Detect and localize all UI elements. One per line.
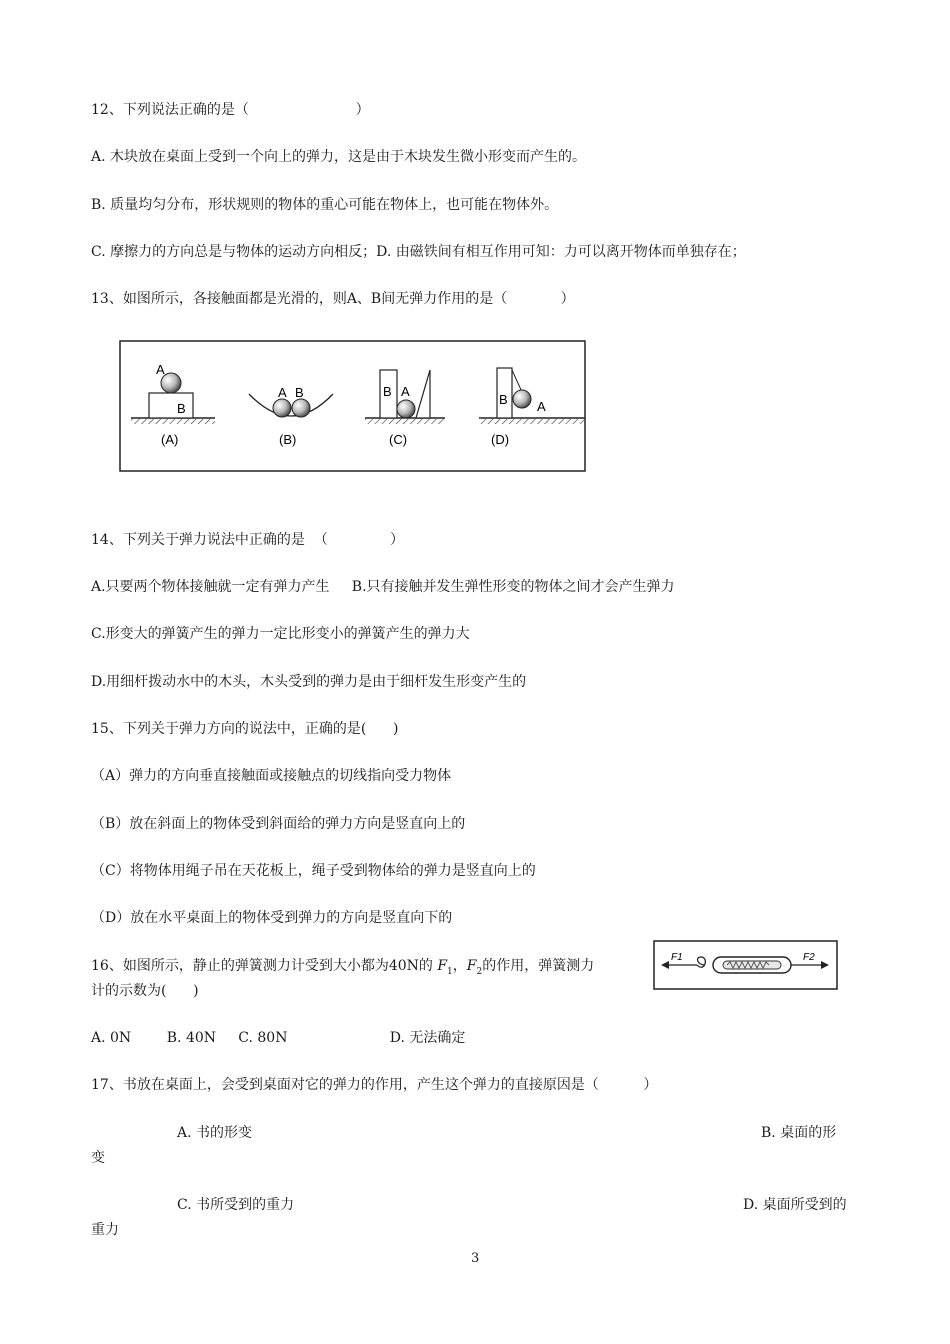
string <box>512 370 522 392</box>
q12-stem: 12、下列说法正确的是（ ） <box>91 102 370 118</box>
panel-a <box>131 362 215 447</box>
caption-d: (D) <box>491 432 510 447</box>
q13-figure <box>119 340 586 472</box>
q17-option-c: C. 书所受到的重力 <box>177 1197 295 1213</box>
q15-option-b: （B）放在斜面上的物体受到斜面给的弹力方向是竖直向上的 <box>91 816 466 832</box>
q16-stem-line2: 计的示数为( ) <box>91 983 199 999</box>
panel-c <box>365 370 445 447</box>
caption-a: (A) <box>161 432 179 447</box>
label-a: A <box>278 385 287 400</box>
q12-option-b: B. 质量均匀分布，形状规则的物体的重心可能在物体上，也可能在物体外。 <box>91 197 559 213</box>
ball-b <box>292 399 310 417</box>
ball-a <box>273 399 291 417</box>
f2-label: F2 <box>803 952 815 963</box>
panel-b <box>249 385 333 447</box>
q12-option-cd: C. 摩擦力的方向总是与物体的运动方向相反；D. 由磁铁间有相互作用可知：力可以离开物体而单独存在； <box>91 244 746 260</box>
caption-b: (B) <box>279 432 297 447</box>
panel-d <box>479 368 585 447</box>
caption-c: (C) <box>389 432 408 447</box>
q16-stem-post: 的作用，弹簧测力 <box>482 958 595 974</box>
q16-figure <box>653 940 838 990</box>
q15-option-a: （A）弹力的方向垂直接触面或接触点的切线指向受力物体 <box>91 768 452 784</box>
label-a: A <box>156 362 165 377</box>
force-f1-sub: 1 <box>447 966 453 977</box>
ball-a <box>397 400 415 418</box>
f1-label: F1 <box>671 952 683 963</box>
q16-sep: ， <box>452 958 467 974</box>
q16-stem-pre: 16、如图所示，静止的弹簧测力计受到大小都为40N的 <box>91 958 438 974</box>
q17-option-d-cont: 重力 <box>91 1222 119 1238</box>
force-f1: F <box>437 958 448 974</box>
q13-stem: 13、如图所示，各接触面都是光滑的，则A、B间无弹力作用的是（ ） <box>91 291 575 307</box>
q16-stem <box>91 957 594 981</box>
q16-options: A. 0N B. 40N C. 80N D. 无法确定 <box>91 1030 466 1046</box>
label-b: B <box>499 392 508 407</box>
ball <box>513 390 531 408</box>
label-b: B <box>177 401 186 416</box>
label-b: B <box>383 384 392 399</box>
label-a: A <box>537 399 546 414</box>
q17-option-b: B. 桌面的形 <box>761 1125 837 1141</box>
q14-stem: 14、下列关于弹力说法中正确的是 （ ） <box>91 532 405 548</box>
q15-option-d: （D）放在水平桌面上的物体受到弹力的方向是竖直向下的 <box>91 910 453 926</box>
q17-option-b-cont: 变 <box>91 1150 105 1166</box>
q17-stem: 17、书放在桌面上，会受到桌面对它的弹力的作用，产生这个弹力的直接原因是（ ） <box>91 1077 658 1093</box>
wedge <box>416 370 430 418</box>
force-f2: F <box>466 958 477 974</box>
label-a: A <box>401 384 410 399</box>
label-b: B <box>295 385 304 400</box>
q12-option-a: A. 木块放在桌面上受到一个向上的弹力，这是由于木块发生微小形变而产生的。 <box>91 149 587 165</box>
force-f2-sub: 2 <box>476 966 483 977</box>
block-b <box>149 393 193 418</box>
page-number: 3 <box>471 1251 480 1266</box>
q15-stem: 15、下列关于弹力方向的说法中，正确的是( ) <box>91 721 399 737</box>
q14-option-c: C.形变大的弹簧产生的弹力一定比形变小的弹簧产生的弹力大 <box>91 626 470 642</box>
q17-option-d: D. 桌面所受到的 <box>743 1197 847 1213</box>
q17-option-a: A. 书的形变 <box>177 1125 253 1141</box>
q14-option-ab: A.只要两个物体接触就一定有弹力产生 B.只有接触并发生弹性形变的物体之间才会产生弹力 <box>91 579 675 595</box>
q15-option-c: （C）将物体用绳子吊在天花板上，绳子受到物体给的弹力是竖直向上的 <box>91 863 536 879</box>
q14-option-d: D.用细杆拨动水中的木头，木头受到的弹力是由于细杆发生形变产生的 <box>91 674 527 690</box>
